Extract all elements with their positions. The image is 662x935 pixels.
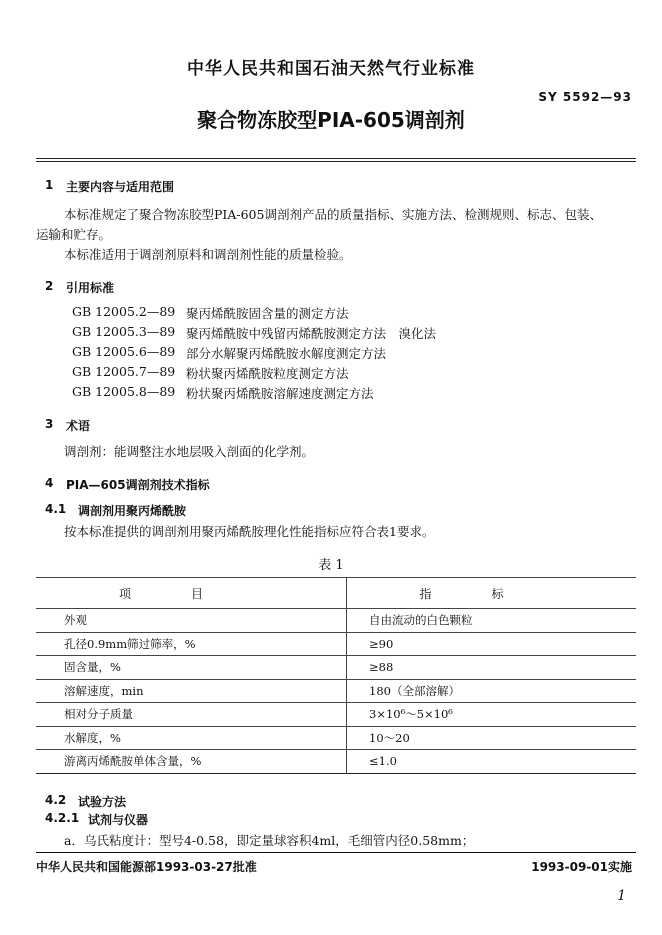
table-cell-item: 游离丙烯酰胺单体含量，% — [36, 750, 347, 774]
table-cell-value: 3×10⁶～5×10⁶ — [347, 703, 637, 727]
subsection-4-1-para: 按本标准提供的调剖剂用聚丙烯酰胺理化性能指标应符合表1要求。 — [64, 524, 435, 539]
table-row — [36, 609, 636, 633]
header-rule-1 — [36, 158, 636, 159]
section-3-para: 调剖剂：能调整注水地层吸入剖面的化学剂。 — [64, 444, 315, 459]
document-title: 聚合物冻胶型PIA-605调剖剂 — [197, 108, 465, 132]
section-4-heading: PIA—605调剖剂技术指标 — [66, 478, 210, 492]
table-row — [36, 750, 636, 774]
table-cell-value: 180（全部溶解） — [347, 679, 637, 703]
subsection-4-2-heading: 试验方法 — [78, 795, 127, 809]
section-3-heading: 术语 — [66, 419, 91, 433]
reference-code: GB 12005.6—89 — [72, 344, 176, 359]
footer-effective-date: 1993-09-01实施 — [531, 860, 632, 874]
table-row — [36, 656, 636, 680]
footer-approval: 中华人民共和国能源部1993-03-27批准 — [36, 860, 257, 874]
table-cell-value: ≥90 — [347, 632, 637, 656]
section-2-number: 2 — [45, 279, 54, 293]
table-cell-value: ≤1.0 — [347, 750, 637, 774]
page-number: 1 — [617, 888, 626, 904]
table-row — [36, 726, 636, 750]
table-cell-value: 自由流动的白色颗粒 — [347, 609, 637, 633]
subsection-4-2-number: 4.2 — [45, 793, 67, 807]
table-cell-item: 相对分子质量 — [36, 703, 347, 727]
table-cell-item: 溶解速度，min — [36, 679, 347, 703]
reference-code: GB 12005.3—89 — [72, 324, 176, 339]
reference-title: 粉状聚丙烯酰胺溶解速度测定方法 — [186, 386, 374, 401]
reference-code: GB 12005.7—89 — [72, 364, 176, 379]
section-3-number: 3 — [45, 417, 54, 431]
section-1-heading: 主要内容与适用范围 — [66, 180, 175, 194]
table-caption: 表 1 — [318, 558, 344, 573]
table-header-row — [36, 578, 636, 609]
table-cell-item: 孔径0.9mm筛过筛率，% — [36, 632, 347, 656]
subsection-4-2-1-number: 4.2.1 — [45, 811, 80, 825]
reference-title: 聚丙烯酰胺固含量的测定方法 — [186, 306, 349, 321]
reference-code: GB 12005.8—89 — [72, 384, 176, 399]
table-cell-item: 外观 — [36, 609, 347, 633]
footer-rule — [36, 852, 636, 853]
table-header-value: 指标 — [347, 578, 637, 609]
subsection-4-1-heading: 调剖剂用聚丙烯酰胺 — [78, 504, 187, 518]
spec-table — [36, 577, 636, 774]
item-a: a．乌氏粘度计：型号4-0.58，即定量球容积4ml，毛细管内径0.58mm； — [64, 833, 475, 848]
reference-code: GB 12005.2—89 — [72, 304, 176, 319]
subsection-4-2-1-heading: 试剂与仪器 — [88, 813, 149, 827]
table-cell-item: 水解度，% — [36, 726, 347, 750]
table-row — [36, 632, 636, 656]
subsection-4-1-number: 4.1 — [45, 502, 67, 516]
table-cell-item: 固含量，% — [36, 656, 347, 680]
reference-title: 粉状聚丙烯酰胺粒度测定方法 — [186, 366, 349, 381]
section-2-heading: 引用标准 — [66, 281, 115, 295]
issuing-body-title: 中华人民共和国石油天然气行业标准 — [187, 59, 475, 79]
table-row — [36, 703, 636, 727]
table-cell-value: 10～20 — [347, 726, 637, 750]
section-1-para-1-line-1: 本标准规定了聚合物冻胶型PIA-605调剖剂产品的质量指标、实施方法、检测规则、标志、包装、 — [64, 207, 602, 222]
standard-number: SY 5592—93 — [538, 90, 632, 104]
table-cell-value: ≥88 — [347, 656, 637, 680]
section-1-para-2: 本标准适用于调剖剂原料和调剖剂性能的质量检验。 — [64, 247, 352, 262]
section-1-number: 1 — [45, 178, 54, 192]
reference-title: 部分水解聚丙烯酰胺水解度测定方法 — [186, 346, 387, 361]
reference-title: 聚丙烯酰胺中残留丙烯酰胺测定方法 溴化法 — [186, 326, 437, 341]
section-1-para-1-line-2: 运输和贮存。 — [36, 227, 112, 242]
table-header-item: 项目 — [36, 578, 347, 609]
header-rule-2 — [36, 161, 636, 162]
section-4-number: 4 — [45, 476, 54, 490]
table-row — [36, 679, 636, 703]
